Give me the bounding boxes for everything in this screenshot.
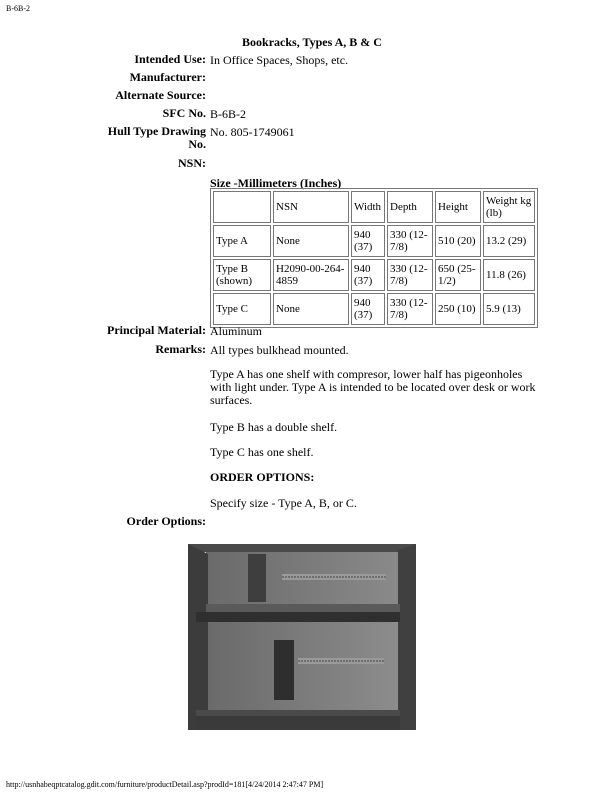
sfc-value: B-6B-2 — [210, 107, 246, 121]
page-footer-url: http://usnhabeqptcatalog.gdit.com/furniture/productDetail.asp?prodId=181[4/24/2014 2:47:47 PM] — [6, 780, 324, 789]
page-header: B-6B-2 — [6, 4, 30, 13]
remarks-label: Remarks: — [155, 342, 206, 356]
nsn-label: NSN: — [177, 156, 206, 170]
header-cell-empty — [213, 191, 271, 223]
remarks-value: All types bulkhead mounted. — [210, 343, 349, 357]
order-options-label: Order Options: — [126, 514, 206, 528]
table-row — [213, 293, 535, 325]
principal-material-label: Principal Material: — [107, 323, 206, 337]
cell-nsn: None — [273, 225, 349, 257]
table-row — [213, 259, 535, 291]
header-cell-width: Width — [351, 191, 385, 223]
header-cell-weight: Weight kg (lb) — [483, 191, 535, 223]
size-table — [210, 188, 538, 328]
intended-use-value: In Office Spaces, Shops, etc. — [210, 53, 349, 67]
cell-depth: 330 (12-7/8) — [387, 293, 433, 325]
cell-height: 650 (25-1/2) — [435, 259, 481, 291]
cell-type: Type C — [213, 293, 271, 325]
cell-type: Type B (shown) — [213, 259, 271, 291]
cell-width: 940 (37) — [351, 225, 385, 257]
cell-width: 940 (37) — [351, 293, 385, 325]
hull-drawing-label-line2: No. — [188, 137, 206, 151]
remarks-type-c: Type C has one shelf. — [210, 445, 314, 459]
bookrack-photo — [186, 540, 418, 734]
hull-drawing-label-line1: Hull Type Drawing — [107, 124, 206, 138]
hull-drawing-label — [108, 125, 206, 151]
remarks-type-b: Type B has a double shelf. — [210, 420, 338, 434]
cell-type: Type A — [213, 225, 271, 257]
cell-height: 510 (20) — [435, 225, 481, 257]
remarks-type-a: Type A has one shelf with compresor, lower half has pigeonholes with light under. Type A is intended to be located over desk or work surfaces. — [210, 367, 536, 407]
cell-depth: 330 (12-7/8) — [387, 259, 433, 291]
header-cell-nsn: NSN — [273, 191, 349, 223]
order-options-text: Specify size - Type A, B, or C. — [210, 496, 357, 510]
manufacturer-label: Manufacturer: — [129, 70, 206, 84]
page-title: Bookracks, Types A, B & C — [242, 35, 382, 49]
hull-drawing-value: No. 805-1749061 — [210, 125, 295, 139]
cell-weight: 11.8 (26) — [483, 259, 535, 291]
intended-use-label: Intended Use: — [134, 52, 206, 66]
table-row — [213, 225, 535, 257]
principal-material-value: Aluminum — [210, 324, 263, 338]
cell-nsn: H2090-00-264-4859 — [273, 259, 349, 291]
header-cell-depth: Depth — [387, 191, 433, 223]
cell-weight: 13.2 (29) — [483, 225, 535, 257]
size-table-header-row — [213, 191, 535, 223]
cell-height: 250 (10) — [435, 293, 481, 325]
size-table-caption: Size -Millimeters (Inches) — [210, 176, 342, 190]
cell-weight: 5.9 (13) — [483, 293, 535, 325]
cell-width: 940 (37) — [351, 259, 385, 291]
cell-nsn: None — [273, 293, 349, 325]
sfc-label: SFC No. — [162, 106, 206, 120]
alternate-source-label: Alternate Source: — [115, 88, 206, 102]
header-cell-height: Height — [435, 191, 481, 223]
order-options-heading: ORDER OPTIONS: — [210, 470, 315, 484]
cell-depth: 330 (12-7/8) — [387, 225, 433, 257]
